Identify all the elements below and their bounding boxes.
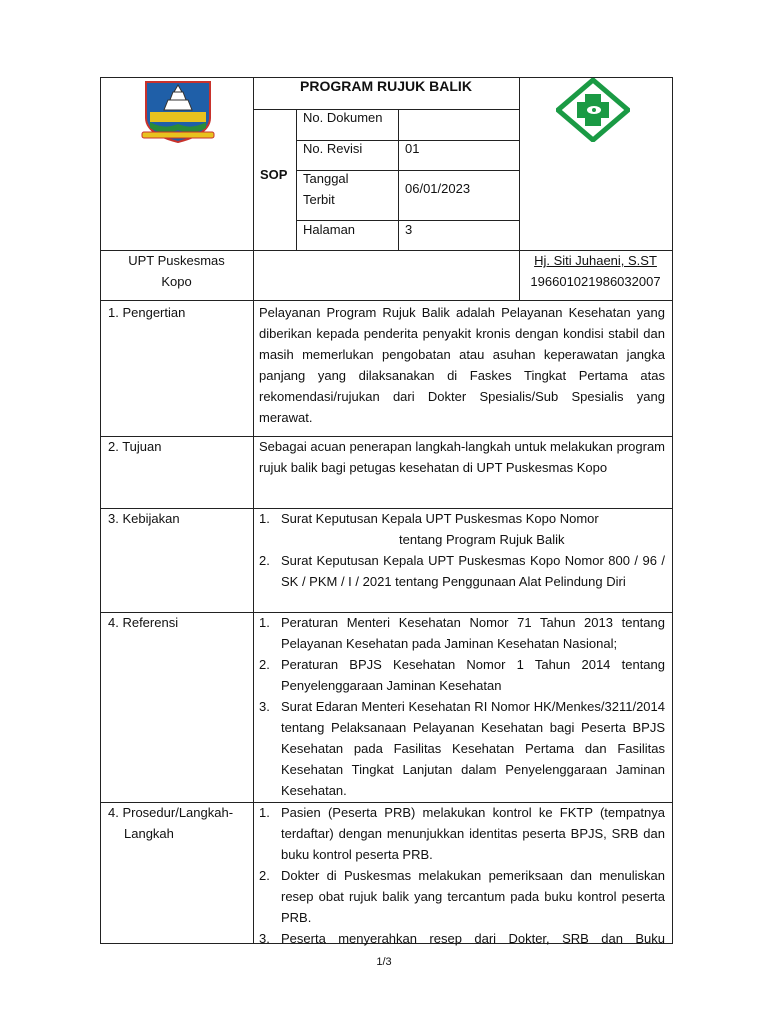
list-item: [259, 508, 665, 550]
list-item-text: Pasien (Peserta PRB) melakukan kontrol ke FKTP (tempatnya terdaftar) dengan menunjukkan identitas peserta BPJS, SRB dan buku kontrol peserta PRB.: [281, 805, 665, 862]
section-text-tujuan: Sebagai acuan penerapan langkah-langkah untuk melakukan program rujuk balik bagi petugas kesehatan di UPT Puskesmas Kopo: [259, 439, 665, 475]
list-item-text-continued: tentang Program Rujuk Balik: [399, 532, 565, 547]
org-row-border: [100, 300, 673, 301]
list-item-number: 1.: [259, 615, 270, 630]
list-item-number: 3.: [259, 699, 270, 714]
meta-value-divider: [398, 109, 399, 251]
list-item-text: Surat Keputusan Kepala UPT Puskesmas Kopo Nomor 800 / 96 / SK / PKM / I / 2021 tentang Penggunaan Alat Pelindung Diri: [281, 553, 665, 589]
sop-column-divider: [296, 109, 297, 251]
meta-label-no-dokumen: No. Dokumen: [303, 110, 383, 125]
list-item: [259, 865, 665, 928]
list-item: [259, 696, 665, 801]
section-label-referensi: 4. Referensi: [108, 615, 179, 630]
list-item-number: 2.: [259, 657, 270, 672]
title-divider: [253, 109, 519, 110]
section-label-tujuan: 2. Tujuan: [108, 439, 162, 454]
list-item-number: 2.: [259, 868, 270, 883]
kebijakan-list: [259, 508, 665, 592]
document-title: PROGRAM RUJUK BALIK: [300, 78, 472, 94]
list-item-text: Peraturan BPJS Kesehatan Nomor 1 Tahun 2014 tentang Penyelenggaraan Jaminan Kesehatan: [281, 657, 665, 693]
meta-label-no-revisi: No. Revisi: [303, 141, 363, 156]
meta-label-tanggal-terbit: Tanggal Terbit: [303, 171, 349, 207]
list-item-text: Peserta menyerahkan resep dari Dokter, SRB dan Buku: [281, 931, 665, 946]
regency-emblem-icon: [140, 78, 216, 144]
list-item: [259, 928, 665, 949]
section-label-kebijakan: 3. Kebijakan: [108, 511, 180, 526]
org-name-line2: Kopo: [161, 274, 192, 289]
sop-label: SOP: [260, 167, 288, 182]
list-item-number: 3.: [259, 931, 270, 946]
referensi-list: [259, 612, 665, 801]
section-text-pengertian: Pelayanan Program Rujuk Balik adalah Pelayanan Kesehatan yang diberikan kepada penderita penyakit kronis dengan kondisi stabil dan masih memerlukan pengobatan atau asuhan keperawatan jangka panjang yang dilaksanakan di Faskes Tingkat Pertama atas rekomendasi/rujukan dari Dokter Spesialis/Sub Spesialis yang merawat.: [259, 305, 665, 425]
list-item-number: 1.: [259, 511, 270, 526]
section-label-prosedur-line1: 4. Prosedur/Langkah-: [108, 805, 234, 820]
meta-label-halaman: Halaman: [303, 222, 356, 237]
list-item-text: Peraturan Menteri Kesehatan Nomor 71 Tahun 2013 tentang Pelayanan Kesehatan pada Jaminan Kesehatan Nasional;: [281, 615, 665, 651]
list-item-text: Surat Keputusan Kepala UPT Puskesmas Kopo Nomor: [281, 511, 599, 526]
label-column-divider: [253, 77, 254, 944]
list-item-number: 1.: [259, 805, 270, 820]
table-border-left: [100, 77, 101, 944]
prosedur-list: [259, 802, 665, 949]
signer-nip: 196601021986032007: [530, 274, 661, 289]
table-border-right: [672, 77, 673, 944]
list-item-text: Dokter di Puskesmas melakukan pemeriksaan dan menuliskan resep obat rujuk balik yang tercantum pada buku kontrol peserta PRB.: [281, 868, 665, 925]
meta-value-tanggal-terbit: 06/01/2023: [405, 181, 471, 196]
meta-value-no-revisi: 01: [405, 141, 420, 156]
list-item: [259, 802, 665, 865]
section-label-prosedur-line2: Langkah: [124, 826, 174, 841]
page-number: 1/3: [376, 956, 392, 968]
puskesmas-logo-icon: [556, 78, 630, 142]
list-item-text: Surat Edaran Menteri Kesehatan RI Nomor HK/Menkes/3211/2014 tentang Pelaksanaan Pelayanan Kesehatan bagi Peserta BPJS Kesehatan pada Fasilitas Kesehatan Pertama dan Fasilitas Kesehatan Tingkat Lanjutan dalam Penyelenggaraan Jaminan Kesehatan.: [281, 699, 665, 798]
section-label-pengertian: 1. Pengertian: [108, 305, 186, 320]
list-item: [259, 654, 665, 696]
meta-value-halaman: 3: [405, 222, 413, 237]
org-name-line1: UPT Puskesmas: [128, 253, 225, 268]
list-item-number: 2.: [259, 553, 270, 568]
list-item: [259, 612, 665, 654]
list-item: [259, 550, 665, 592]
signer-name: Hj. Siti Juhaeni, S.ST: [534, 253, 657, 268]
